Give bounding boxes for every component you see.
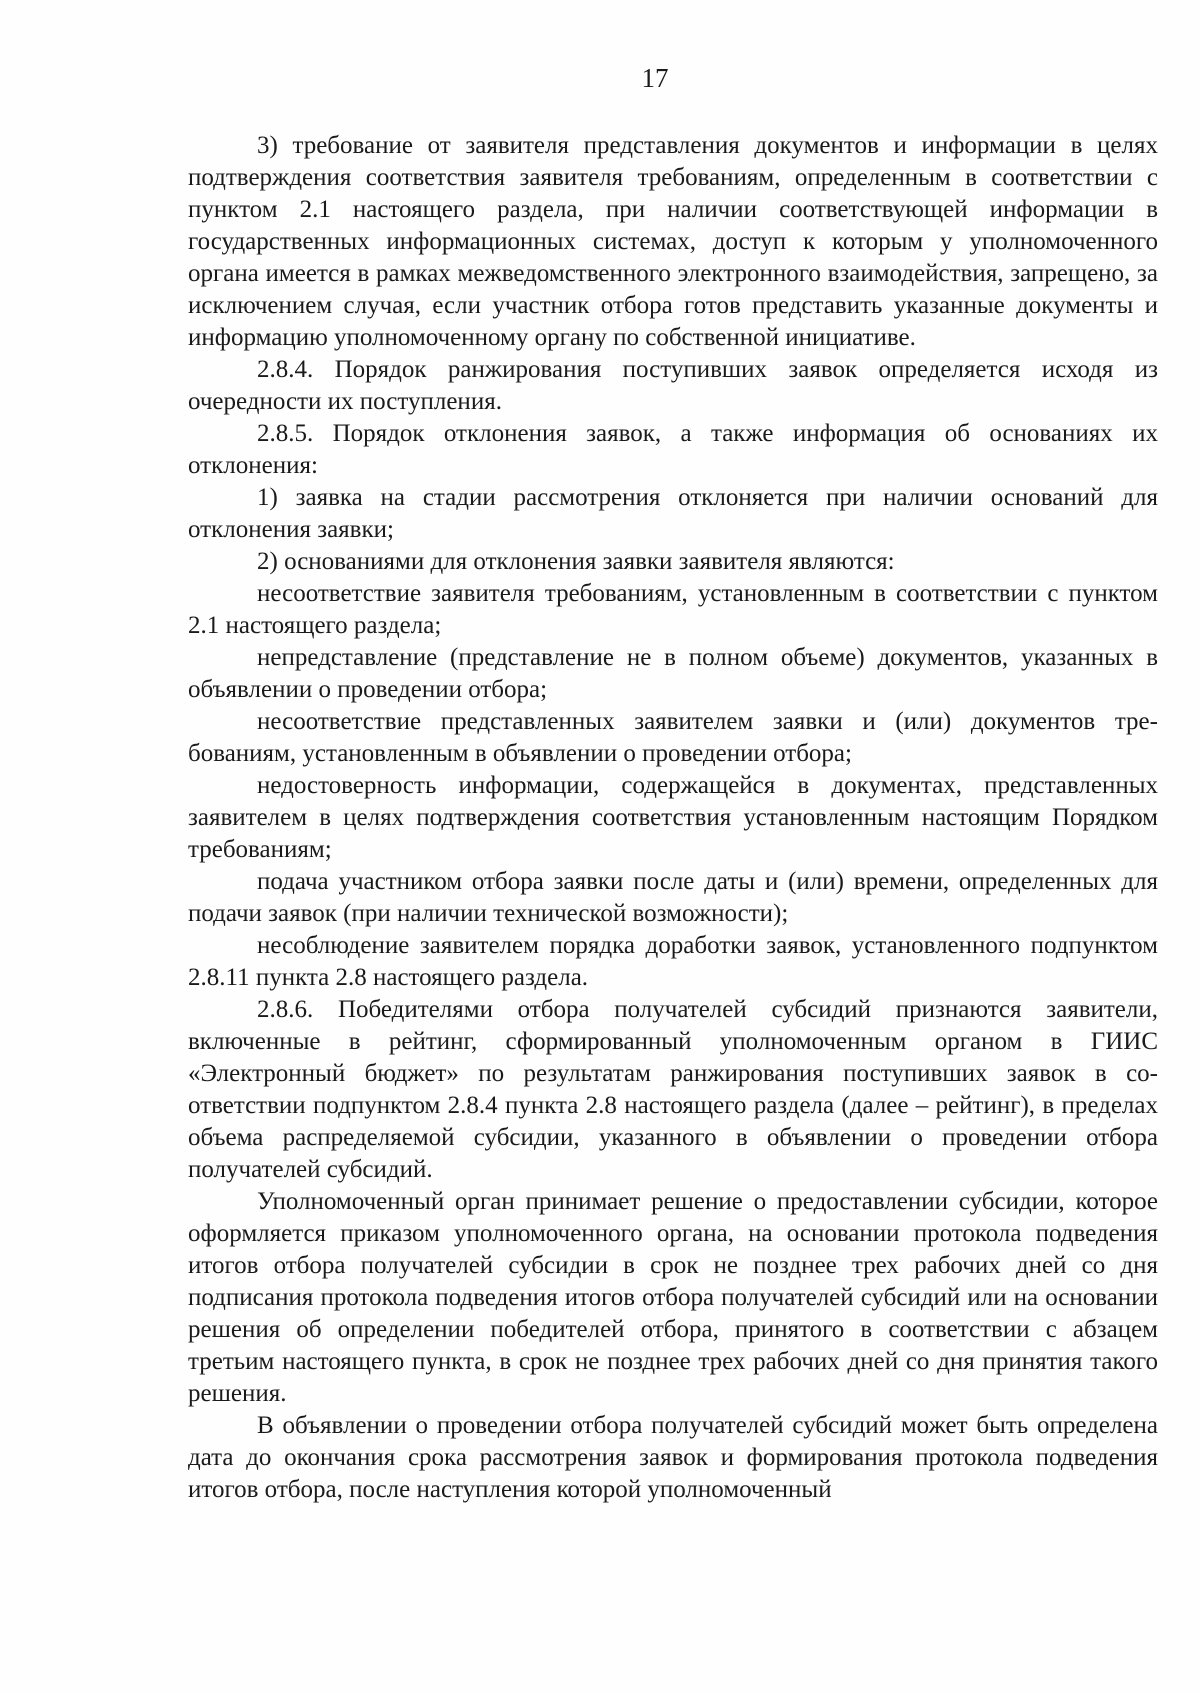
paragraph-2-8-4: 2.8.4. Порядок ранжирования поступивших заявок определяется исходя из очередности их поступления. [188,356,1158,415]
paragraph-ground-missing-documents: непредставление (представление не в полном объеме) документов, указанных в объявлении о проведении отбора; [188,644,1158,703]
paragraph-ground-documents-mismatch: несоответствие представленных заявителем заявки и (или) документов требованиям, установленным в объявлении о проведении отбора; [188,708,1158,767]
paragraph-announcement-date: В объявлении о проведении отбора получателей субсидий может быть определена дата до окончания срока рассмотрения заявок и формирования протокола подведения итогов отбора, после наступления которой уполномоченный [188,1412,1158,1503]
document-body [188,130,1158,1506]
paragraph-rejection-1: 1) заявка на стадии рассмотрения отклоняется при наличии оснований для отклонения заявки; [188,484,1158,543]
paragraph-ground-late-submission: подача участником отбора заявки после даты и (или) времени, определенных для подачи заявок (при наличии технической возможности); [188,868,1158,927]
paragraph-ground-revision-order: несоблюдение заявителем порядка доработки заявок, установленного подпунктом 2.8.11 пункта 2.8 настоящего раздела. [188,932,1158,991]
paragraph-ground-unreliable-info: недостоверность информации, содержащейся в документах, представленных заявителем в целях подтверждения соответствия установленным настоящим Порядком требованиям; [188,772,1158,863]
paragraph-2-8-6: 2.8.6. Победителями отбора получателей субсидий признаются заявители, включенные в рейтинг, сформированный уполномоченным органом в ГИИС «Электронный бюджет» по результатам ранжирования поступивших заявок в соответствии подпунктом 2.8.4 пункта 2.8 настоящего раздела (далее – рейтинг), в пределах объема распределяемой субсидии, указанного в объявлении о проведении отбора получателей субсидий. [188,996,1158,1183]
paragraph-requirement-3: 3) требование от заявителя представления документов и информации в целях подтверждения соответствия заявителя требованиям, определенным в соответствии с пунктом 2.1 настоящего раздела, при наличии соответствующей информации в государственных информационных системах, доступ к которым у уполномоченного органа имеется в рамках межведомственного электронного взаимодействия, запрещено, за исключением случая, если участник отбора готов представить указанные документы и информацию уполномоченному органу по собственной инициативе. [188,132,1158,351]
paragraph-rejection-2: 2) основаниями для отклонения заявки заявителя являются: [257,548,895,575]
page-number: 17 [641,63,669,93]
paragraph-ground-nonconformity: несоответствие заявителя требованиям, установленным в соответствии с пунктом 2.1 настоящего раздела; [188,580,1158,639]
paragraph-2-8-5: 2.8.5. Порядок отклонения заявок, а также информация об основаниях их отклонения: [188,420,1158,479]
paragraph-subsidy-decision: Уполномоченный орган принимает решение о предоставлении субсидии, которое оформляется приказом уполномоченного органа, на основании протокола подведения итогов отбора получателей субсидии в срок не позднее трех рабочих дней со дня подписания протокола подведения итогов отбора получателей субсидий или на основании решения об определении победителей отбора, принятого в соответствии с абзацем третьим настоящего пункта, в срок не позднее трех рабочих дней со дня принятия такого решения. [188,1188,1158,1407]
